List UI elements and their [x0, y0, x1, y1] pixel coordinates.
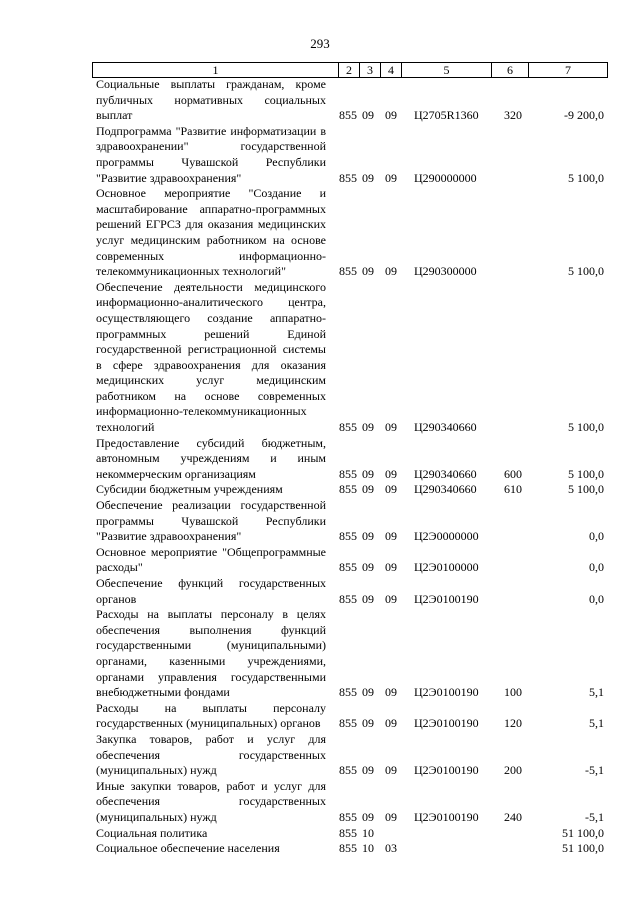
row-section: 09 — [362, 685, 374, 700]
row-admin-code: 855 — [339, 685, 357, 700]
row-name: Социальные выплаты гражданам, кроме публичных нормативных социальных выплат — [96, 77, 326, 123]
row-amount: 5,1 — [589, 716, 604, 731]
row-amount: -9 200,0 — [564, 108, 604, 123]
row-admin-code: 855 — [339, 108, 357, 123]
row-subsection: 09 — [385, 264, 397, 279]
row-section: 09 — [362, 170, 374, 185]
table-row — [96, 545, 608, 576]
row-name: Иные закупки товаров, работ и услуг для обеспечения государственных (муниципальных) нужд — [96, 778, 326, 824]
row-target-article: Ц2Э0000000 — [414, 529, 479, 544]
row-target-article: Ц290340660 — [414, 466, 477, 481]
row-admin-code: 855 — [339, 420, 357, 435]
row-section: 09 — [362, 482, 374, 497]
row-subsection: 09 — [385, 529, 397, 544]
header-col-6: 6 — [491, 63, 528, 77]
row-name: Предоставление субсидий бюджетным, автономным учреждениям и иным некоммерческим организациям — [96, 435, 326, 481]
row-section: 09 — [362, 264, 374, 279]
table-body — [96, 77, 608, 857]
row-admin-code: 855 — [339, 466, 357, 481]
header-col-5: 5 — [401, 63, 491, 77]
header-col-3: 3 — [359, 63, 380, 77]
row-expense-type: 200 — [504, 763, 522, 778]
header-col-7: 7 — [528, 63, 608, 77]
row-target-article: Ц2Э0100190 — [414, 809, 479, 824]
row-subsection: 09 — [385, 466, 397, 481]
row-section: 10 — [362, 825, 374, 840]
row-admin-code: 855 — [339, 591, 357, 606]
row-expense-type: 240 — [504, 809, 522, 824]
row-target-article: Ц2Э0100190 — [414, 716, 479, 731]
row-amount: -5,1 — [585, 763, 604, 778]
row-subsection: 09 — [385, 482, 397, 497]
row-amount: 51 100,0 — [562, 825, 604, 840]
row-subsection: 09 — [385, 170, 397, 185]
row-amount: 5 100,0 — [568, 264, 604, 279]
row-target-article: Ц290300000 — [414, 264, 477, 279]
table-row — [96, 732, 608, 779]
row-name: Обеспечение деятельности медицинского информационно-аналитического центра, осуществляющего создание аппаратно-программных решений Единой государственной регистрационной системы в сфере здравоохранения для оказания медицинских услуг медицинским работником на основе современных информационно-телекоммуникационных технологий — [96, 279, 326, 435]
row-amount: 0,0 — [589, 560, 604, 575]
row-target-article: Ц2Э0100000 — [414, 560, 479, 575]
page-number: 293 — [310, 36, 330, 51]
row-name: Основное мероприятие "Создание и масштабирование аппаратно-программных решений ЕГРСЗ для оказания медицинских услуг медицинским работником на основе современных информационно-телекоммуникационных технологий" — [96, 186, 326, 279]
row-section: 09 — [362, 466, 374, 481]
table-row — [96, 498, 608, 545]
row-admin-code: 855 — [339, 763, 357, 778]
row-amount: 5,1 — [589, 685, 604, 700]
table-row — [96, 826, 608, 842]
row-subsection: 09 — [385, 763, 397, 778]
row-name: Подпрограмма "Развитие информатизации в здравоохранении" государственной программы Чувашской Республики "Развитие здравоохранения" — [96, 123, 326, 185]
row-section: 09 — [362, 763, 374, 778]
row-subsection: 09 — [385, 560, 397, 575]
row-section: 09 — [362, 560, 374, 575]
row-subsection: 09 — [385, 420, 397, 435]
row-section: 09 — [362, 591, 374, 606]
table-row — [96, 436, 608, 483]
row-target-article: Ц2Э0100190 — [414, 685, 479, 700]
row-admin-code: 855 — [339, 841, 357, 856]
header-col-2: 2 — [338, 63, 359, 77]
row-name: Расходы на выплаты персоналу государственных (муниципальных) органов — [96, 700, 326, 731]
table-row — [96, 124, 608, 186]
row-admin-code: 855 — [339, 825, 357, 840]
row-section: 09 — [362, 108, 374, 123]
table-row — [96, 607, 608, 701]
row-target-article: Ц2Э0100190 — [414, 763, 479, 778]
row-amount: 0,0 — [589, 529, 604, 544]
row-amount: 5 100,0 — [568, 170, 604, 185]
row-name: Обеспечение реализации государственной программы Чувашской Республики "Развитие здравоохранения" — [96, 498, 326, 544]
row-amount: 0,0 — [589, 591, 604, 606]
row-section: 09 — [362, 809, 374, 824]
row-expense-type: 320 — [504, 108, 522, 123]
table-row — [96, 482, 608, 498]
table-row — [96, 186, 608, 280]
row-name: Социальное обеспечение населения — [96, 841, 280, 856]
row-amount: 51 100,0 — [562, 841, 604, 856]
row-admin-code: 855 — [339, 170, 357, 185]
row-subsection: 09 — [385, 685, 397, 700]
row-subsection: 03 — [385, 841, 397, 856]
row-expense-type: 600 — [504, 466, 522, 481]
row-admin-code: 855 — [339, 264, 357, 279]
row-target-article: Ц2705R1360 — [414, 108, 479, 123]
row-admin-code: 855 — [339, 529, 357, 544]
row-target-article: Ц2Э0100190 — [414, 591, 479, 606]
row-expense-type: 100 — [504, 685, 522, 700]
row-name: Закупка товаров, работ и услуг для обеспечения государственных (муниципальных) нужд — [96, 731, 326, 778]
row-name: Расходы на выплаты персоналу в целях обеспечения выполнения функций государственными (муниципальными) органами, казенными учреждениями, органами управления государственными внебюджетными фондами — [96, 607, 326, 700]
row-target-article: Ц290340660 — [414, 482, 477, 497]
row-subsection: 09 — [385, 809, 397, 824]
table-row — [96, 280, 608, 436]
table-row — [96, 576, 608, 607]
row-section: 09 — [362, 529, 374, 544]
table-row — [96, 701, 608, 732]
row-subsection: 09 — [385, 716, 397, 731]
header-col-1: 1 — [92, 63, 338, 77]
row-subsection: 09 — [385, 591, 397, 606]
row-admin-code: 855 — [339, 809, 357, 824]
table-row — [96, 841, 608, 857]
row-name: Обеспечение функций государственных органов — [96, 576, 326, 606]
table-row — [96, 77, 608, 124]
table-row — [96, 779, 608, 826]
row-name: Основное мероприятие "Общепрограммные расходы" — [96, 544, 326, 575]
row-name: Субсидии бюджетным учреждениям — [96, 482, 283, 497]
row-subsection: 09 — [385, 108, 397, 123]
row-target-article: Ц290340660 — [414, 420, 477, 435]
row-amount: -5,1 — [585, 809, 604, 824]
row-admin-code: 855 — [339, 560, 357, 575]
row-name: Социальная политика — [96, 825, 208, 840]
row-section: 10 — [362, 841, 374, 856]
row-amount: 5 100,0 — [568, 420, 604, 435]
row-amount: 5 100,0 — [568, 466, 604, 481]
row-amount: 5 100,0 — [568, 482, 604, 497]
row-target-article: Ц290000000 — [414, 170, 477, 185]
row-expense-type: 610 — [504, 482, 522, 497]
row-admin-code: 855 — [339, 482, 357, 497]
table-header — [92, 62, 608, 78]
row-section: 09 — [362, 716, 374, 731]
row-section: 09 — [362, 420, 374, 435]
header-col-4: 4 — [380, 63, 401, 77]
row-expense-type: 120 — [504, 716, 522, 731]
row-admin-code: 855 — [339, 716, 357, 731]
